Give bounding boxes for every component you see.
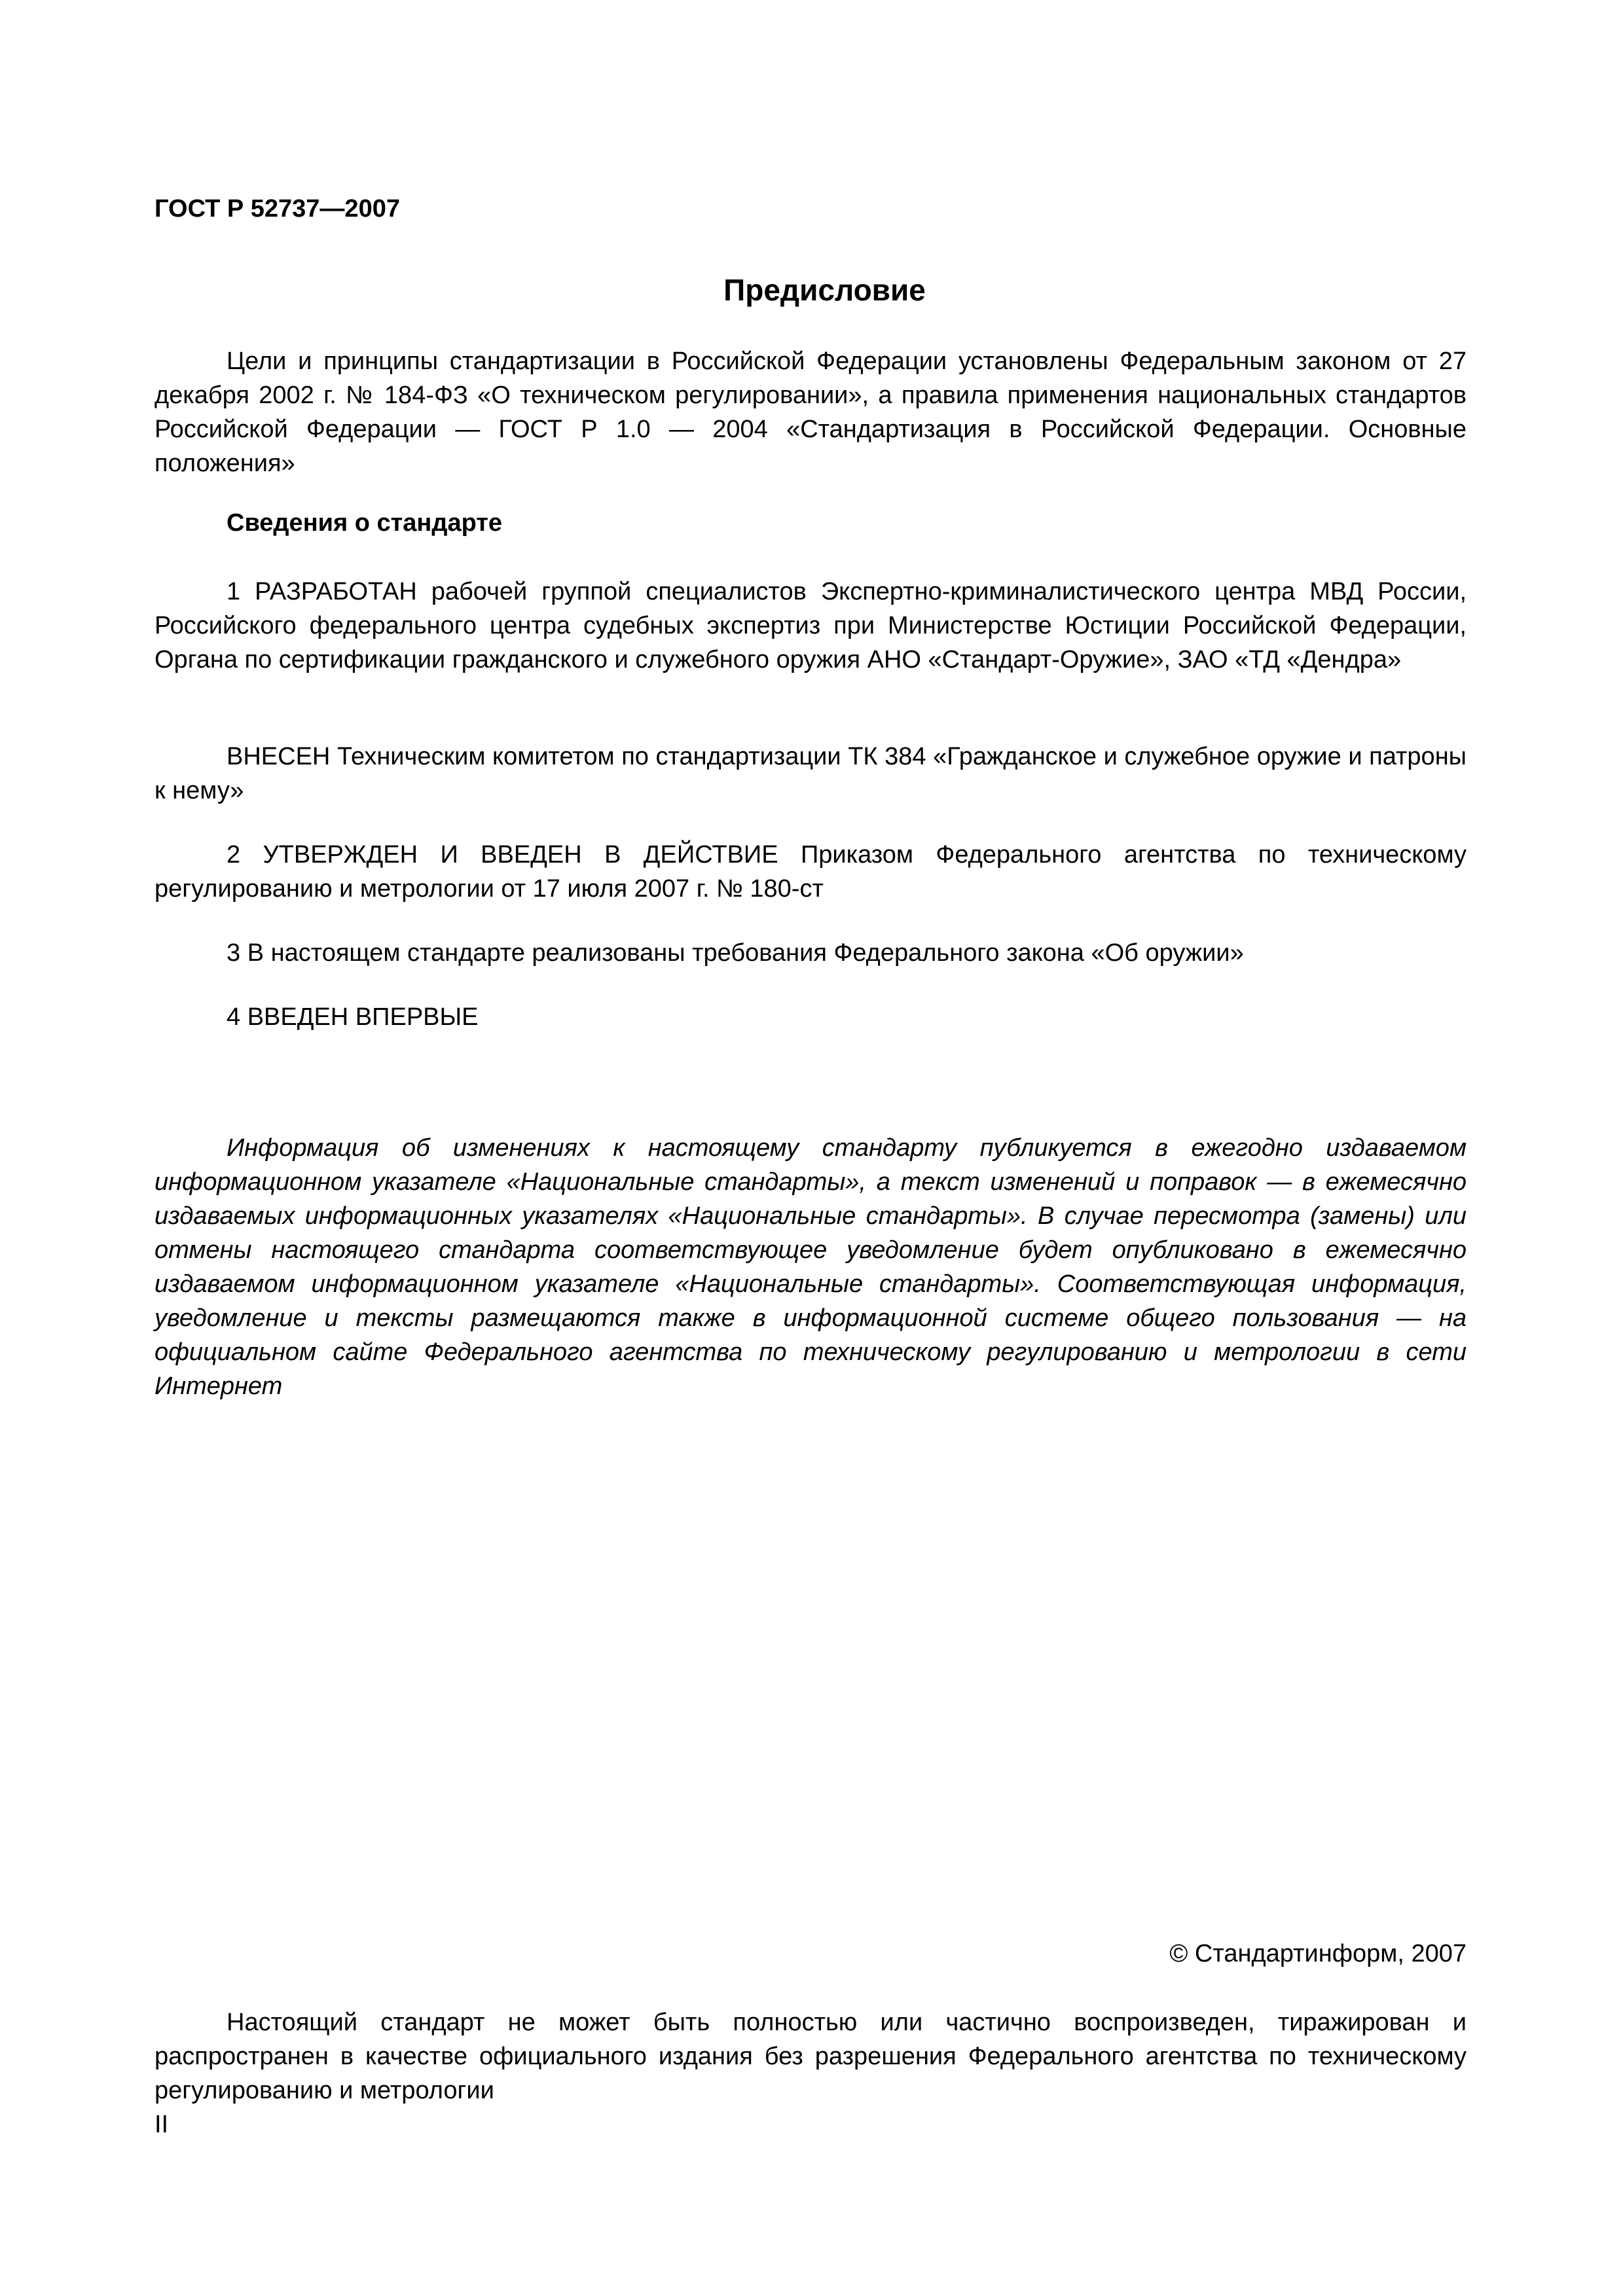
document-code: ГОСТ Р 52737—2007 bbox=[155, 195, 400, 223]
item-first-time: 4 ВВЕДЕН ВПЕРВЫЕ bbox=[227, 1003, 479, 1031]
item-introduced-by: ВНЕСЕН Техническим комитетом по стандартизации ТК 384 «Гражданское и служебное оружие и патроны к нему» bbox=[155, 743, 1467, 804]
item-requirements: 3 В настоящем стандарте реализованы требования Федерального закона «Об оружии» bbox=[227, 939, 1244, 967]
copyright: © Стандартинформ, 2007 bbox=[1169, 1940, 1467, 1967]
legal-notice: Настоящий стандарт не может быть полностью или частично воспроизведен, тиражирован и распространен в качестве официального издания без разрешения Федерального агентства по техническому регулированию и метрологии bbox=[155, 2009, 1467, 2104]
item-developed: 1 РАЗРАБОТАН рабочей группой специалистов Экспертно-криминалистического центра МВД России, Российского федерального центра судебных экспертиз при Министерстве Юстиции Российской Федерации, Органа по сертификации гражданского и служебного оружия АНО «Стандарт-Оружие», ЗАО «ТД «Дендра» bbox=[155, 578, 1467, 673]
page-title: Предисловие bbox=[723, 273, 926, 307]
page-number: II bbox=[155, 2111, 169, 2138]
info-notice: Информация об изменениях к настоящему стандарту публикуется в ежегодно издаваемом информационном указателе «Национальные стандарты», а текст изменений и поправок — в ежемесячно издаваемых информационных указателях «Национальные стандарты». В случае пересмотра (замены) или отмены настоящего стандарта соответствующее уведомление будет опубликовано в ежемесячно издаваемом информационном указателе «Национальные стандарты». Соответствующая информация, уведомление и тексты размещаются также в информационной системе общего пользования — на официальном сайте Федерального агентства по техническому регулированию и метрологии в сети Интернет bbox=[155, 1134, 1467, 1400]
section-heading: Сведения о стандарте bbox=[227, 509, 503, 537]
item-approved: 2 УТВЕРЖДЕН И ВВЕДЕН В ДЕЙСТВИЕ Приказом Федерального агентства по техническому регулированию и метрологии от 17 июля 2007 г. № 180-ст bbox=[155, 841, 1467, 903]
intro-paragraph: Цели и принципы стандартизации в Российской Федерации установлены Федеральным законом от 27 декабря 2002 г. № 184-ФЗ «О техническом регулировании», а правила применения национальных стандартов Российской Федерации — ГОСТ Р 1.0 — 2004 «Стандартизация в Российской Федерации. Основные положения» bbox=[155, 348, 1467, 477]
